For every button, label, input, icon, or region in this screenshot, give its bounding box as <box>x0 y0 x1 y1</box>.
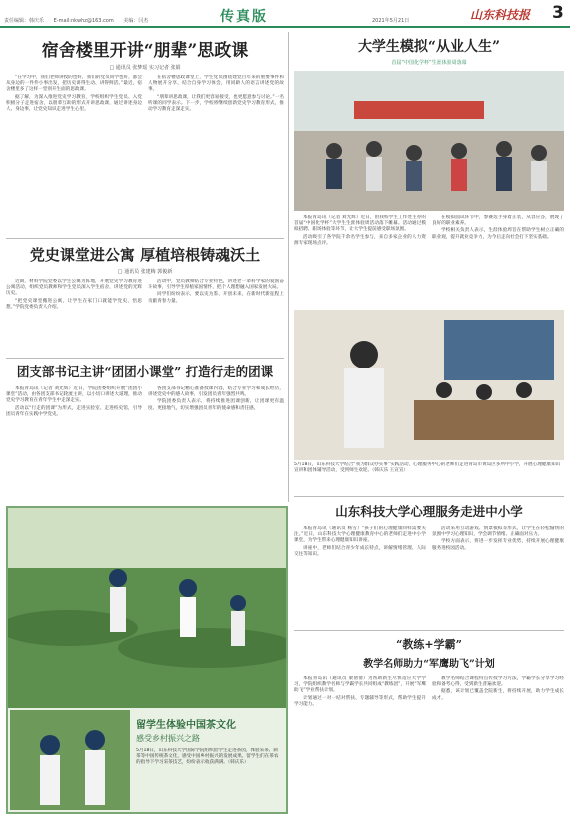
section-rule <box>294 630 564 631</box>
paragraph: “在学习中，我们老师讲授的也好，我们的党员同学也好，都会从身边的一件件小事出发，把历史讲得生动、讲得鲜活。”最近，宿舍楼里多了这样一堂别开生面的思政课。 <box>6 75 142 93</box>
article-column <box>6 75 142 225</box>
article-subtitle: 首届“中国化学杯”生涯体验周落幕 <box>391 60 467 66</box>
tea-feature-text <box>136 716 282 808</box>
paragraph: 同学们纷纷表示，要以史为鉴、开创未来，在新时代新征程上贡献青春力量。 <box>148 292 284 304</box>
article-title: 宿舍楼里开讲“朋辈”思政课 <box>41 41 249 61</box>
article-subtitle: 教学名师助力“军鹰助飞”计划 <box>363 659 495 670</box>
paragraph: 计划通过一对一结对帮扶、专题辅导等形式，帮助学生提升学习能力。 <box>294 695 426 707</box>
page-number: 3 <box>552 3 564 23</box>
article-column <box>6 386 142 514</box>
article-column <box>432 526 564 626</box>
article-column <box>6 279 142 369</box>
paragraph: 各团支部书记精心准备授课内容，结合专业学习和成长经历，讲述党史中的感人故事，引发团员青年强烈共鸣。 <box>148 386 284 398</box>
paragraph: 据了解，为深入推进党史学习教育，学校组织学生党员、入党积极分子走进宿舍，以朋辈互助的形式开讲思政课，通过讲述身边人、身边事，让党史知识走进学生心里。 <box>6 94 142 113</box>
paragraph: 活动采用互动游戏、情景模拟等形式，让学生在轻松愉快的氛围中学习心理知识，学会调节情绪、正确面对压力。 <box>432 526 564 538</box>
paragraph: 讲座中，老师们结合青少年成长特点，讲解情绪管理、人际交往等知识。 <box>294 545 426 557</box>
article-title: 团支部书记主讲“团团小课堂” 打造行走的团课 <box>16 364 274 379</box>
tea-field-illustration <box>8 508 286 708</box>
tea-closeup-illustration <box>10 710 130 810</box>
paragraph: “朋辈讲思政课，让我们更容易接受，也更愿意参与讨论。”一名听课的同学表示。下一步，学校将继续创新党史学习教育形式，推动学习教育走深走实。 <box>148 94 284 113</box>
paragraph: 据悉，该计划已覆盖全院新生，将持续开展，助力学生成长成才。 <box>432 689 564 701</box>
article-column <box>432 676 564 806</box>
article-column <box>432 215 564 299</box>
newspaper-logo: 山东科技报 <box>470 8 531 22</box>
tea-photo-feature <box>6 506 288 814</box>
feature-subtitle: 感受乡村振兴之路 <box>136 734 200 743</box>
article-title: 山东科技大学心理服务走进中小学 <box>335 504 523 519</box>
article-byline: □ 通讯员 张梦瑶 实习记者 张娟 <box>109 65 181 71</box>
article-league-class <box>6 362 284 514</box>
article-column <box>294 215 426 299</box>
paragraph: 本报青岛讯（通讯员 杨雪）“孩子们的心理健康同样需要关注。”近日，山东科技大学心理健康教育中心的老师们走进中小学课堂，为学生带来心理健康知识讲座。 <box>294 526 426 544</box>
photo-illustration <box>294 310 564 460</box>
section-banner: 传真版 <box>220 9 268 25</box>
article-column <box>294 676 426 806</box>
photo-caption: 5月18日，山东科技大学结合“我为群众办实事”实践活动，心理服务中心的老师们走进青岛市黄岛区多所中小学，开展心理健康知识宣讲和团体辅导活动，受到师生欢迎。（韩庆乐 王宣宣） <box>294 462 561 473</box>
paragraph: 本报青岛讯（记者 刘光辉）近日，由我校学生工作处主办的首届“中国化学杯”大学生生涯体验周活动落下帷幕。活动通过模拟招聘、职场体验等环节，让大学生提前感受职场氛围。 <box>294 215 426 233</box>
paragraph: “把党史课堂搬进公寓，让学生在家门口就能学党史、悟思想。”学院党委负责人介绍。 <box>6 298 142 310</box>
section-rule <box>294 496 564 497</box>
article-coach-program <box>294 636 564 806</box>
article-title: 党史课堂进公寓 厚植培根铸魂沃土 <box>29 246 261 264</box>
feature-title: 留学生体验中国茶文化 <box>136 720 236 731</box>
career-event-photo <box>294 71 564 211</box>
article-dorm-class <box>6 36 284 225</box>
article-title: “教练+学霸” <box>396 638 462 651</box>
paragraph: 活动以“行走的团课”为形式，走进实验室、走进校史馆，引导团员青年在实践中学党史。 <box>6 405 142 417</box>
article-career-sim <box>294 36 564 299</box>
counseling-photo <box>294 310 564 460</box>
article-title: 大学生模拟“从业人生” <box>357 39 501 55</box>
paragraph: 活动吸引了各学院千余名学生参与，来自多家企业的人力资源专家现场点评。 <box>294 234 426 246</box>
paragraph: 学院团委负责人表示，将持续推进团课创新，让团课更有温度、更接地气，切实增强团员青年的使命感和责任感。 <box>148 399 284 411</box>
email-label: E-mail:nkwhz@163.com <box>53 18 114 24</box>
article-column <box>148 386 284 514</box>
section-rule <box>6 238 284 239</box>
section-rule <box>6 358 284 359</box>
paragraph: 活动中，党员教师结合专业特色，讲述老一辈科学家的爱国奋斗故事，引导学生厚植家国情怀，把个人理想融入国家发展大局。 <box>148 279 284 291</box>
article-column <box>148 279 284 369</box>
paragraph: 学校相关负责人表示，生涯体验周旨在帮助学生树立正确的职业观，提升就业竞争力，为今后走向社会打下坚实基础。 <box>432 228 564 240</box>
header-meta <box>4 17 156 24</box>
editor-label: 责任编辑：韩庆乐 <box>4 18 45 24</box>
header-rule <box>0 26 570 28</box>
paragraph: 教学名师结合课程特点传授学习方法，学霸学长分享学习经验和备考心得，受到新生普遍欢迎。 <box>432 676 564 688</box>
paragraph: 本报青岛讯（记者 刘光辉）近日，学院团委组织开展“团团小课堂”活动，由各团支部书记轮流主讲，以小切口讲述大道理，推动党史学习教育在青年学生中走深走实。 <box>6 386 142 404</box>
paragraph: 本报青岛讯（通讯员 梁倩倩）为帮助新生尽快适应大学学习，学院组织教学名师与学霸学长共同组成“教练团”，开展“军鹰助飞”学业帮扶计划。 <box>294 676 426 694</box>
feature-caption: 5月18日，山东科技大学国际学院组织留学生走进茶园，体验采茶、制茶等中国传统茶文化，感受中国乡村振兴的发展成果。留学生们在茶农的指导下学习采茶技艺，纷纷表示收获满满。（韩庆乐） <box>136 748 279 765</box>
paragraph: 近期，材料学院党委以学生公寓为阵地，开展党史学习教育进公寓活动，组织党员教师和学生党员深入学生宿舍，讲述党的光辉历史。 <box>6 279 142 297</box>
issue-date: 2021年5月21日 <box>372 18 410 24</box>
paragraph: 学校方面表示，将进一步发挥专业优势，持续开展心理健康服务进校园活动。 <box>432 539 564 551</box>
article-column <box>294 526 426 626</box>
article-column <box>148 75 284 225</box>
article-dorm-history <box>6 244 284 369</box>
paragraph: 在宿舍楼思政课堂上，学生党员围绕建党百年来的重要事件和人物展开分享，结合自身学习体会，用同龄人的语言讲述党的故事。 <box>148 75 284 93</box>
photo-illustration <box>294 71 564 211</box>
designer-label: 美编：闫杰 <box>123 18 149 24</box>
article-byline: □ 通讯员 张建梅 郭俊新 <box>117 269 173 275</box>
article-psych-service <box>294 502 564 626</box>
column-divider <box>288 32 289 502</box>
paragraph: 在模拟面试环节中，参赛选手身着正装，从容应答，展现了良好的职业素养。 <box>432 215 564 227</box>
